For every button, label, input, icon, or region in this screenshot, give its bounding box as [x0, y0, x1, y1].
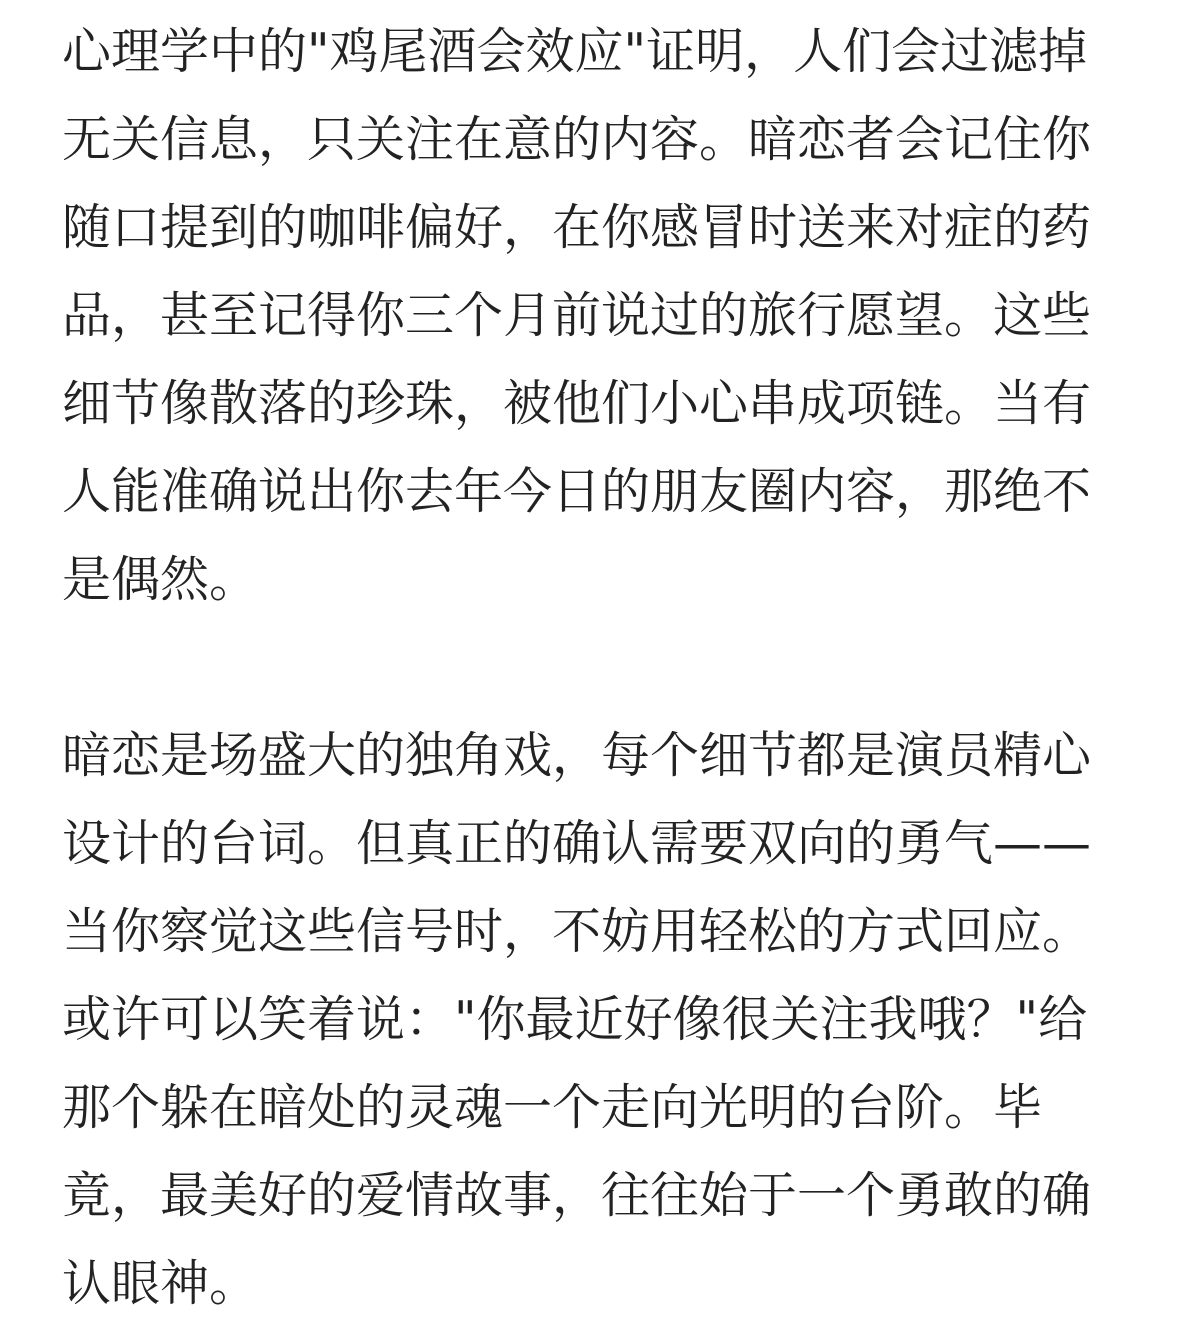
article-body — [62, 8, 1120, 1328]
paragraph-secret-crush: 暗恋是场盛大的独角戏，每个细节都是演员精心设计的台词。但真正的确认需要双向的勇气——当你察觉这些信号时，不妨用轻松的方式回应。或许可以笑着说："你最近好像很关注我哦？"给那个躲在暗处的灵魂一个走向光明的台阶。毕竟，最美好的爱情故事，往往始于一个勇敢的确认眼神。 — [62, 727, 1092, 1312]
paragraph-spacer — [62, 624, 1120, 712]
paragraph-cocktail-party-effect: 心理学中的"鸡尾酒会效应"证明，人们会过滤掉无关信息，只关注在意的内容。暗恋者会记住你随口提到的咖啡偏好，在你感冒时送来对症的药品，甚至记得你三个月前说过的旅行愿望。这些细节像散落的珍珠，被他们小心串成项链。当有人能准确说出你去年今日的朋友圈内容，那绝不是偶然。 — [62, 23, 1092, 608]
